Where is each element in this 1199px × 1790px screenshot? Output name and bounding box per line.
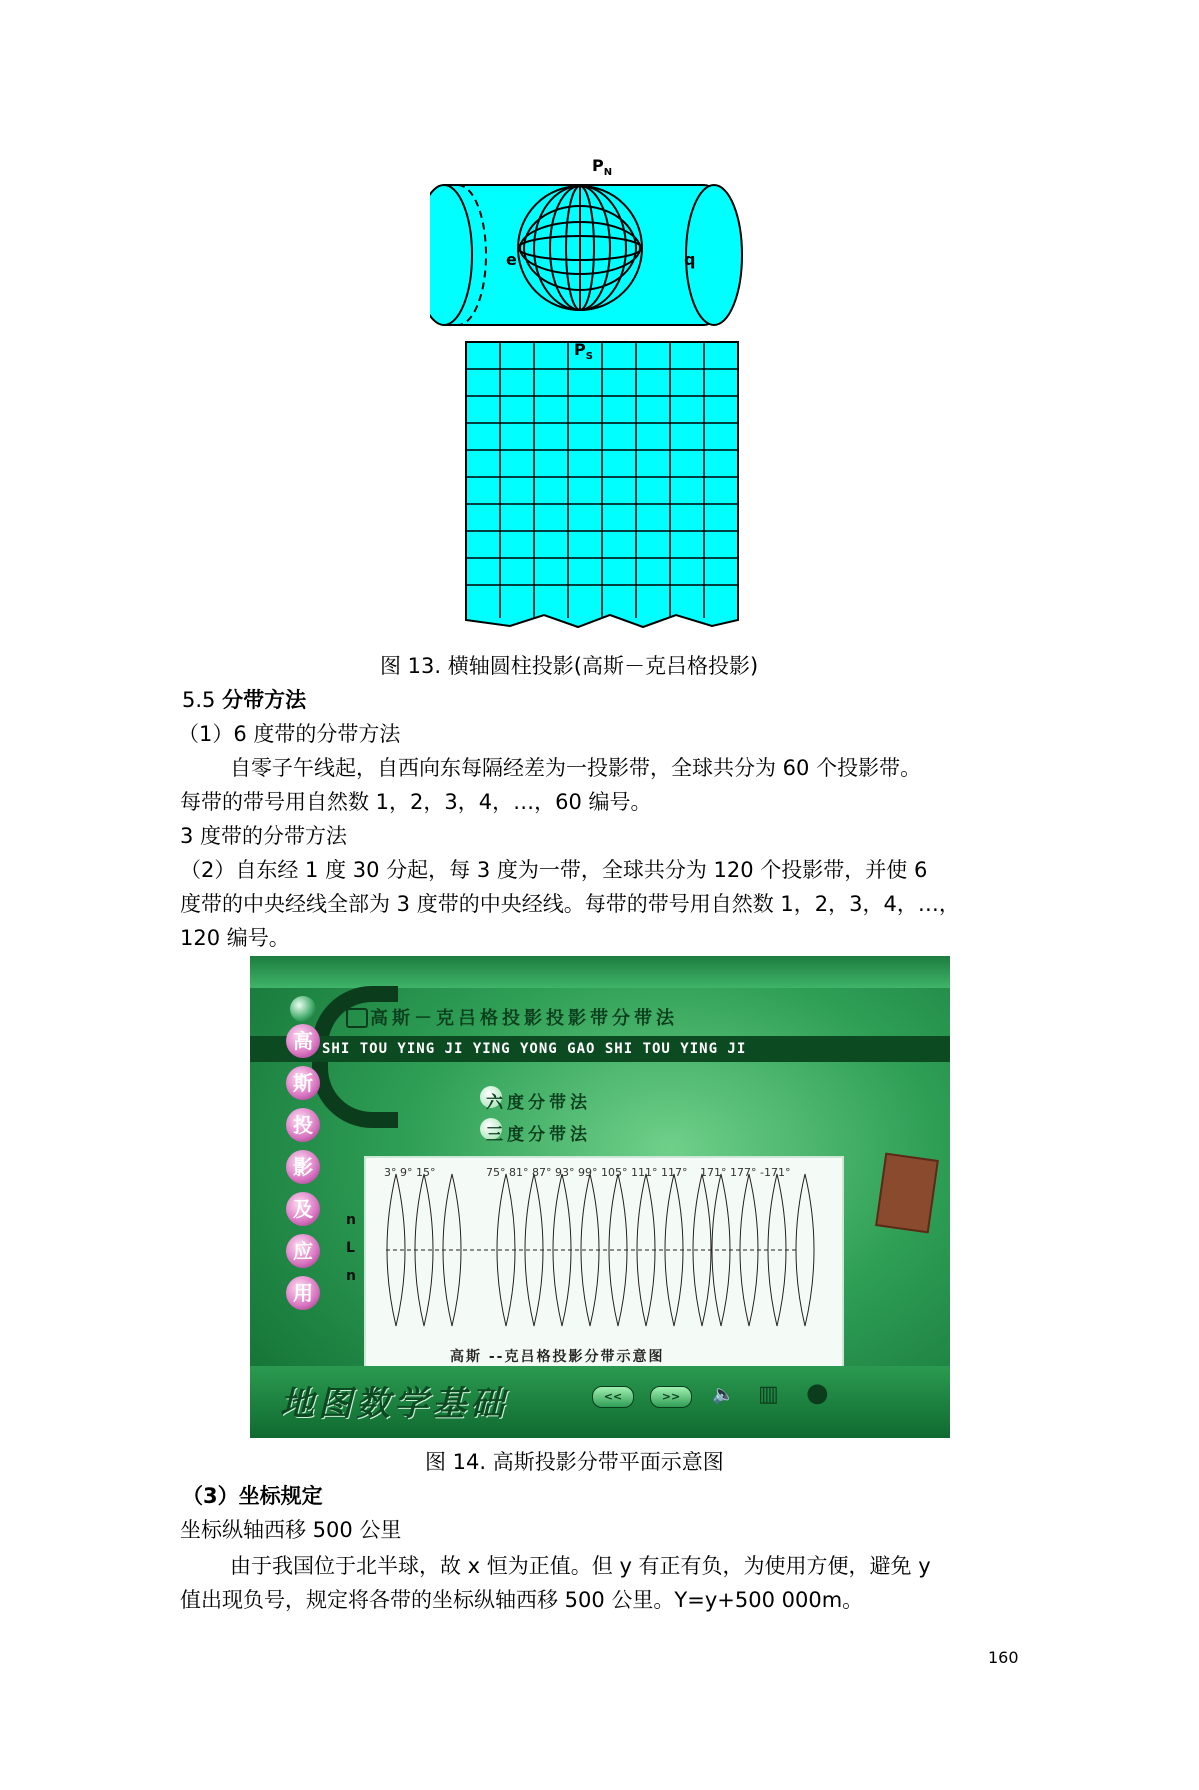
axis-label-n-lower: n (346, 1268, 356, 1284)
subheading-6-degree: （1）6 度带的分带方法 (178, 722, 401, 746)
speaker-icon[interactable]: 🔈 (712, 1384, 735, 1405)
paragraph-3-line-1: 由于我国位于北半球，故 x 恒为正值。但 y 有正有负，为使用方便，避免 y (230, 1554, 931, 1578)
option-six-degree[interactable]: 六度分带法 (486, 1093, 591, 1113)
figure-13-caption: 图 13. 横轴圆柱投影(高斯－克吕格投影) (380, 654, 759, 678)
menu-grid-icon[interactable]: ▥ (758, 1382, 779, 1407)
globe-icon (290, 996, 316, 1022)
section-title: 分带方法 (222, 688, 307, 712)
zone-lens (796, 1174, 814, 1326)
label-south-pole: $P_S$ (574, 340, 593, 363)
figure-14-screenshot (250, 956, 950, 1438)
app-title: 高斯－克吕格投影投影带分带法 (370, 1008, 678, 1029)
paragraph-1-line-1: 自零子午线起，自西向东每隔经差为一投影带，全球共分为 60 个投影带。 (230, 756, 922, 780)
paragraph-2-line-2: 度带的中央经线全部为 3 度带的中央经线。每带的带号用自然数 1，2，3，4，…， (180, 892, 960, 916)
prev-button[interactable]: << (592, 1386, 634, 1408)
figure-14-caption: 图 14. 高斯投影分带平面示意图 (425, 1450, 724, 1474)
subheading-3-degree: 3 度带的分带方法 (180, 824, 348, 848)
zone-diagram-panel (364, 1156, 844, 1374)
paragraph-2-line-1: （2）自东经 1 度 30 分起，每 3 度为一带，全球共分为 120 个投影带，并使 6 (180, 858, 928, 882)
side-menu-item[interactable]: 高 (286, 1024, 320, 1058)
section-heading (182, 684, 306, 716)
side-menu-item[interactable]: 斯 (286, 1066, 320, 1100)
label-e: e (506, 250, 517, 269)
globe-sphere (518, 186, 642, 310)
side-menu-item[interactable]: 影 (286, 1150, 320, 1184)
paragraph-1-line-2: 每带的带号用自然数 1，2，3，4，…，60 编号。 (180, 790, 652, 814)
top-ticks-group-2: 75° 81° 87° 93° 99° 105° 111° 117° (486, 1166, 688, 1179)
axis-label-n: n (346, 1212, 356, 1228)
page-number: 160 (988, 1648, 1019, 1667)
decorative-bag-icon (875, 1153, 939, 1234)
zone-diagram-caption: 高斯 --克吕格投影分带示意图 (450, 1349, 665, 1365)
label-north-pole: $P_N$ (592, 156, 613, 179)
zone-lens (740, 1174, 758, 1326)
paragraph-3-line-2: 值出现负号，规定将各带的坐标纵轴西移 500 公里。Y=y+500 000m。 (180, 1588, 864, 1612)
paragraph-2-line-3: 120 编号。 (180, 926, 290, 950)
axis-label-L: L (346, 1240, 355, 1256)
zone-lens (768, 1174, 786, 1326)
top-ticks-group-3: 171° 177° -171° (700, 1166, 791, 1179)
screenshot-top-bar (250, 956, 950, 988)
next-button[interactable]: >> (650, 1386, 692, 1408)
side-menu-item[interactable]: 及 (286, 1192, 320, 1226)
zone-lens (712, 1174, 730, 1326)
figure-13-diagram (430, 160, 770, 645)
zone-lens-diagram (366, 1158, 842, 1372)
brand-text: 地图数学基础 (280, 1384, 508, 1424)
option-three-degree[interactable]: 三度分带法 (486, 1125, 591, 1145)
subheading-axis-shift: 坐标纵轴西移 500 公里 (180, 1518, 402, 1542)
subheading-coordinate-rule: （3）坐标规定 (182, 1484, 323, 1508)
globe-stand-icon[interactable]: ● (806, 1378, 829, 1408)
side-menu-item[interactable]: 用 (286, 1276, 320, 1310)
side-menu-item[interactable]: 应 (286, 1234, 320, 1268)
title-icon (346, 1008, 368, 1028)
section-number: 5.5 (182, 688, 216, 712)
label-q: q (684, 250, 696, 269)
side-menu-item[interactable]: 投 (286, 1108, 320, 1142)
pinyin-banner: SHI TOU YING JI YING YONG GAO SHI TOU YING JI (250, 1036, 950, 1062)
top-ticks-group-1: 3° 9° 15° (384, 1166, 436, 1179)
